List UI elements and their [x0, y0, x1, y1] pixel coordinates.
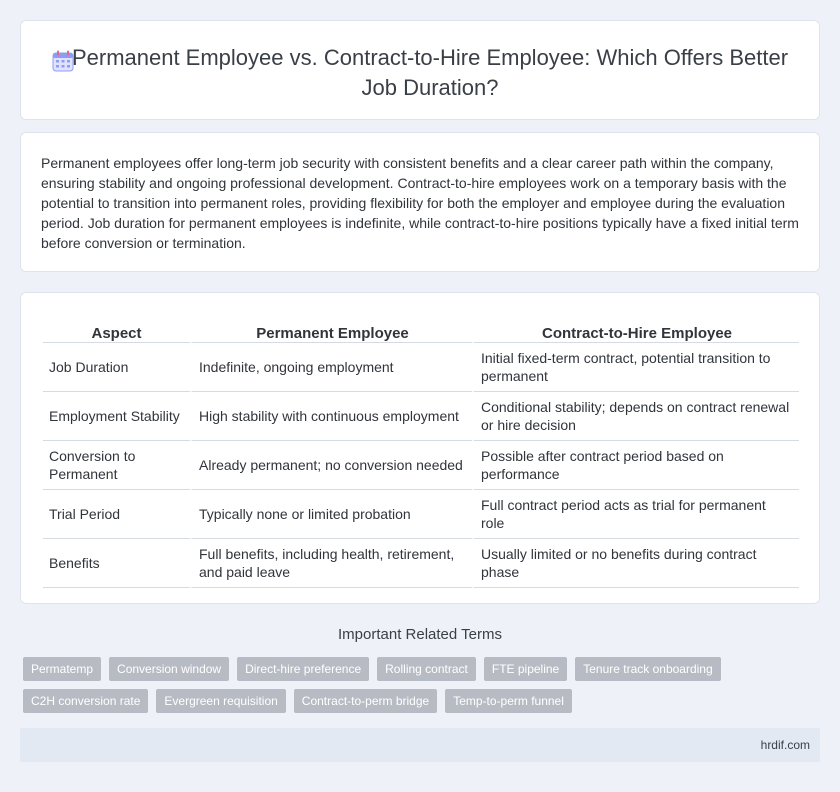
column-header: Permanent Employee: [190, 315, 472, 343]
table-row: [43, 392, 799, 441]
footer-site-link[interactable]: hrdif.com: [760, 738, 810, 752]
related-terms-heading: Important Related Terms: [338, 626, 502, 643]
related-term-tag[interactable]: Temp-to-perm funnel: [445, 689, 572, 713]
related-term-tag[interactable]: Contract-to-perm bridge: [294, 689, 437, 713]
table-cell: Full benefits, including health, retirement, and paid leave: [190, 539, 472, 588]
related-terms-list: [23, 657, 723, 713]
table-cell: Full contract period acts as trial for permanent role: [472, 490, 799, 539]
table-cell: Typically none or limited probation: [190, 490, 472, 539]
related-term-tag[interactable]: FTE pipeline: [484, 657, 567, 681]
summary-card: [20, 132, 820, 272]
table-cell: Trial Period: [43, 490, 190, 539]
table-cell: Conversion to Permanent: [43, 441, 190, 490]
table-row: [43, 539, 799, 588]
related-term-tag[interactable]: Tenure track onboarding: [575, 657, 720, 681]
related-term-tag[interactable]: Direct-hire preference: [237, 657, 369, 681]
footer-bar: [20, 728, 820, 762]
related-term-tag[interactable]: Rolling contract: [377, 657, 476, 681]
table-row: [43, 441, 799, 490]
table-cell: Employment Stability: [43, 392, 190, 441]
column-header: Aspect: [43, 315, 190, 343]
table-cell: High stability with continuous employment: [190, 392, 472, 441]
table-cell: Initial fixed-term contract, potential transition to permanent: [472, 343, 799, 392]
page-title: Permanent Employee vs. Contract-to-Hire Employee: Which Offers Better Job Duration?: [71, 45, 789, 100]
table-cell: Benefits: [43, 539, 190, 588]
table-cell: Conditional stability; depends on contract renewal or hire decision: [472, 392, 799, 441]
table-cell: Indefinite, ongoing employment: [190, 343, 472, 392]
table-cell: Already permanent; no conversion needed: [190, 441, 472, 490]
related-term-tag[interactable]: Conversion window: [109, 657, 229, 681]
table-header-row: [43, 315, 799, 343]
related-term-tag[interactable]: Permatemp: [23, 657, 101, 681]
title-card: [20, 20, 820, 120]
table-cell: Usually limited or no benefits during contract phase: [472, 539, 799, 588]
related-term-tag[interactable]: Evergreen requisition: [156, 689, 285, 713]
related-term-tag[interactable]: C2H conversion rate: [23, 689, 148, 713]
comparison-table: [43, 315, 799, 588]
table-cell: Possible after contract period based on performance: [472, 441, 799, 490]
comparison-table-card: [20, 292, 820, 604]
table-cell: Job Duration: [43, 343, 190, 392]
table-row: [43, 490, 799, 539]
summary-paragraph: Permanent employees offer long-term job security with consistent benefits and a clear career path within the company, ensuring stability and ongoing professional development. Contract-to-hire employees work on a temporary basis with the potential to transition into permanent roles, providing flexibility for both the employer and employee during the evaluation period. Job duration for permanent employees is indefinite, while contract-to-hire positions typically have a fixed initial term before conversion or termination.: [41, 155, 799, 251]
table-row: [43, 343, 799, 392]
column-header: Contract-to-Hire Employee: [472, 315, 799, 343]
